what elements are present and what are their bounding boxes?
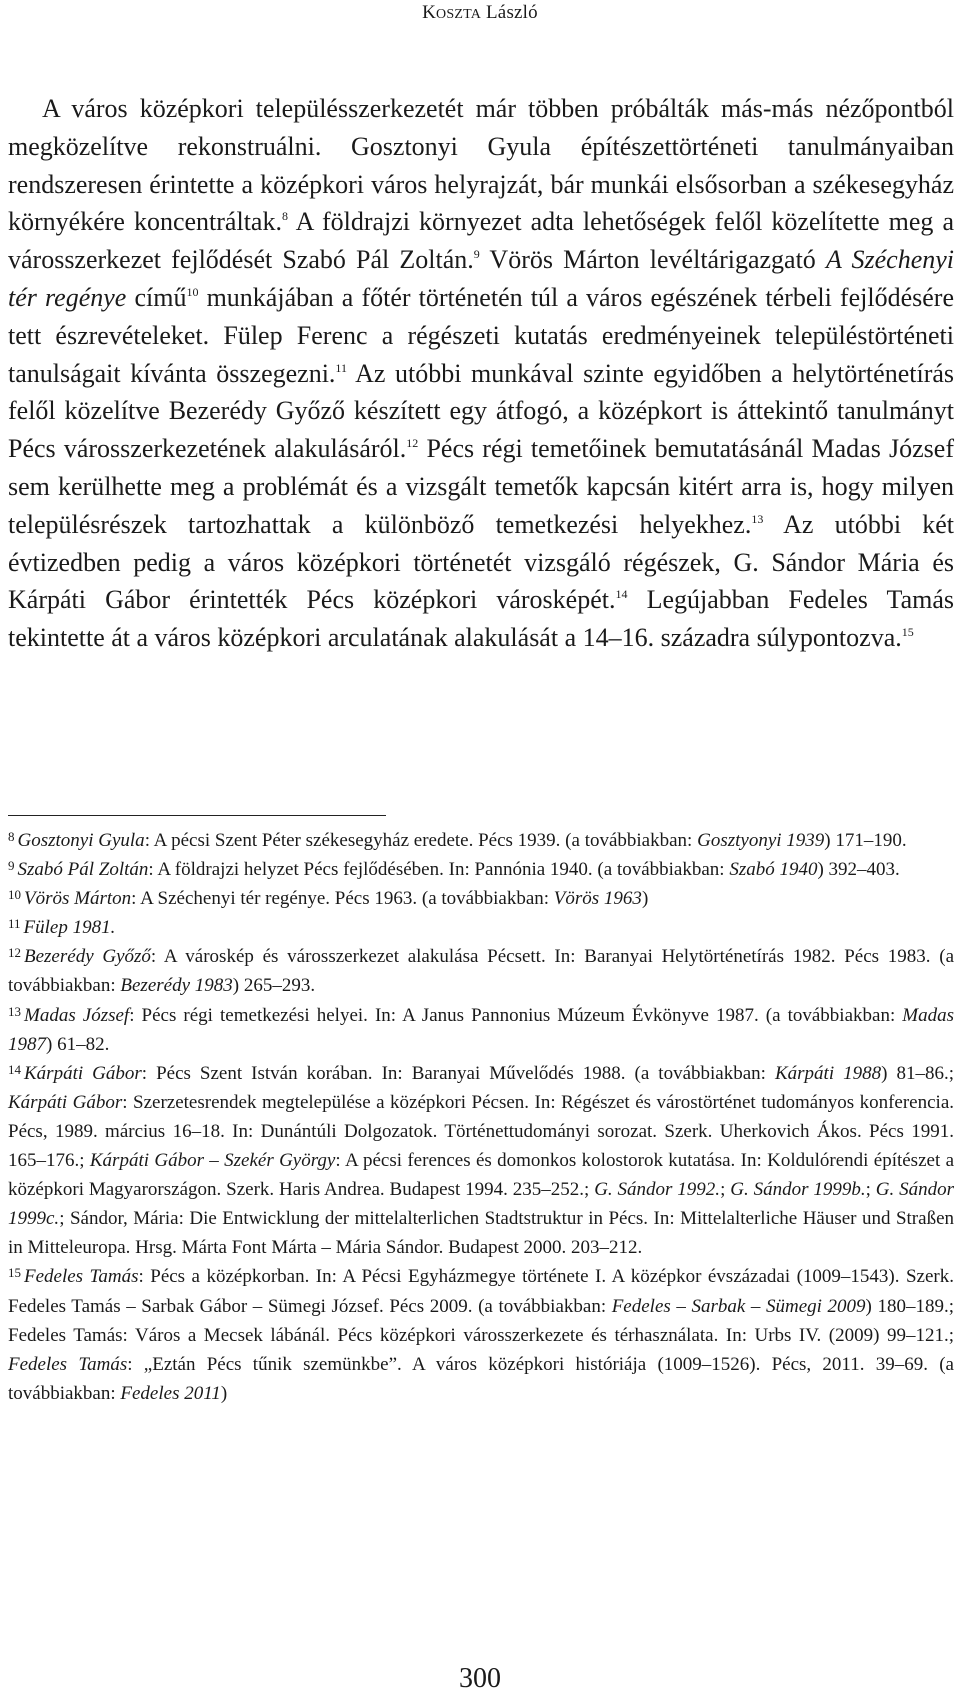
footnote-author: Fedeles Tamás — [24, 1266, 139, 1288]
footnote-text: : Szerzetesrendek megtelepülése a középkori Pécsen. In: Régészet és várostörténet tudományos konferencia. Pécs, 1989. március 16–18. In: Dunántúli Dolgozatok. Történettudományi sorozat. Szerk. Uherkovich Ákos. Pécs 1991. 165–176.; — [8, 1091, 954, 1172]
footnote-short-ref: Fedeles – Sarbak – Sümegi 2009 — [611, 1295, 866, 1317]
footnote-short-ref: G. Sándor 1999b. — [730, 1179, 866, 1201]
footnote-text: : Pécs a középkorban. In: A Pécsi Egyházmegye története I. A középkor évszázadai (1009–1543). Szerk. Fedeles Tamás – Sarbak Gábor – Sümegi József. Pécs 2009. (a továbbiakban: — [8, 1266, 954, 1317]
text-run: Pécs régi temetőinek bemutatásánál Madas József sem kerülhette meg a problémát és a vizsgált temetők kapcsán kitért arra is, hogy milyen településrészek tartozhattak a különböző temetkezési helyekhez. — [8, 434, 954, 539]
footnote-12 — [8, 942, 954, 1000]
text-run: Legújabban Fedeles Tamás tekintette át a város középkori arculatának alakulását a 14–16. századra súlypontozva. — [8, 585, 954, 653]
footnote-number: 14 — [8, 1061, 21, 1077]
footnote-short-ref: Fülep 1981. — [23, 917, 116, 939]
footnote-ref-11[interactable]: 11 — [335, 360, 347, 375]
footnote-short-ref: Fedeles 2011 — [120, 1382, 221, 1404]
footnote-ref-9[interactable]: 9 — [473, 247, 480, 262]
text-run: Vörös Márton levéltárigazgató — [479, 245, 826, 275]
footnote-short-ref: Gosztyonyi 1939 — [697, 830, 825, 851]
footnote-text: : Pécs Szent István korában. In: Baranyai Művelődés 1988. (a továbbiakban: — [141, 1062, 775, 1084]
footnote-11 — [8, 913, 954, 942]
footnote-author: Fedeles Tamás — [8, 1353, 128, 1375]
footnote-number: 8 — [8, 829, 15, 844]
footnote-author: Kárpáti Gábor – Szekér György — [89, 1150, 336, 1172]
footnote-text: : A Széchenyi tér regénye. Pécs 1963. (a továbbiakban: — [131, 888, 554, 910]
footnote-8 — [8, 826, 954, 855]
footnote-text: ) 392–403. — [817, 859, 900, 881]
footnote-text: : A városkép és városszerkezet alakulása Pécsett. In: Baranyai Helytörténetírás 1982. Pécs 1983. (a továbbiakban: — [8, 946, 954, 997]
footnote-author: Madas József — [24, 1004, 130, 1026]
footnote-9 — [8, 855, 954, 884]
running-head-initial: K — [422, 2, 437, 23]
footnote-number: 12 — [8, 945, 21, 961]
footnote-ref-13[interactable]: 13 — [751, 511, 764, 526]
footnote-short-ref: G. Sándor 1992. — [594, 1179, 721, 1201]
footnote-short-ref: Bezerédy 1983 — [120, 975, 233, 997]
footnote-short-ref: Vörös 1963 — [553, 888, 642, 910]
footnote-short-ref: G. Sándor 1999c. — [8, 1179, 954, 1230]
footnote-ref-8[interactable]: 8 — [281, 209, 288, 224]
footnote-short-ref: Szabó 1940 — [729, 859, 818, 881]
footnote-number: 15 — [8, 1265, 21, 1281]
footnote-text: : A pécsi ferences és domonkos kolostorok kutatása. In: Koldulórendi építészet a középkori Magyarországon. Szerk. Haris Andrea. Budapest 1994. 235–252.; — [8, 1150, 955, 1201]
main-paragraph — [8, 90, 954, 657]
footnotes — [8, 826, 954, 1408]
footnote-short-ref: Kárpáti 1988 — [774, 1062, 882, 1084]
footnote-text: ; — [865, 1179, 876, 1201]
footnote-10 — [8, 884, 954, 913]
footnote-text: : Pécs régi temetkezési helyei. In: A Janus Pannonius Múzeum Évkönyve 1987. (a továbbiakban: — [129, 1004, 903, 1026]
footnote-text: ) 171–190. — [824, 830, 907, 851]
footnote-number: 13 — [8, 1003, 21, 1019]
book-title-italic: A Széchenyi tér regénye — [8, 245, 955, 312]
footnote-number: 9 — [8, 858, 15, 874]
text-run: A földrajzi környezet adta lehetőségek felől közelítette meg a városszerkezet fejlődését Szabó Pál Zoltán. — [8, 207, 954, 275]
footnote-author: Gosztonyi Gyula — [17, 830, 145, 851]
footnote-text: : A pécsi Szent Péter székesegyház eredete. Pécs 1939. (a továbbiakban: — [144, 830, 698, 851]
footnote-ref-12[interactable]: 12 — [406, 436, 419, 451]
page-number: 300 — [459, 1663, 501, 1694]
text-run: című — [126, 282, 187, 312]
footnote-ref-15[interactable]: 15 — [901, 625, 914, 640]
running-head-surname: OSZTA — [436, 7, 482, 22]
footnote-13 — [8, 1001, 954, 1059]
footnote-text: ; — [720, 1179, 731, 1201]
text-run: munkájában a főtér történetén túl a város egészének térbeli fejlődésére tett észrevételeket. Fülep Ferenc a régészeti kutatás eredményeinek településtörténeti tanulságait kívánta összegezni. — [8, 282, 954, 388]
footnote-author: Vörös Márton — [24, 888, 132, 910]
running-head — [0, 0, 960, 28]
footnote-ref-14[interactable]: 14 — [615, 587, 628, 602]
footnote-text: ) 61–82. — [46, 1033, 110, 1055]
footnote-ref-10[interactable]: 10 — [186, 284, 199, 299]
body-text — [8, 90, 954, 657]
footnote-text: ) — [641, 888, 649, 910]
text-run: A város középkori településszerkezetét már többen próbálták más-más nézőpontból megközelítve rekonstruálni. Gosztonyi Gyula építészettörténeti tanulmányaiban rendszeresen érintette a középkori város helyrajzát, bár munkái elsősorban a székesegyház környékére koncentráltak. — [8, 94, 954, 237]
footnote-text: : A földrajzi helyzet Pécs fejlődésében. In: Pannónia 1940. (a továbbiakban: — [148, 859, 730, 881]
footnote-text: : „Eztán Pécs tűnik szemünkbe”. A város középkori históriája (1009–1526). Pécs, 2011. 39–69. (a továbbiakban: — [8, 1353, 954, 1404]
footnote-author: Szabó Pál Zoltán — [17, 859, 149, 881]
footnote-number: 11 — [8, 916, 21, 932]
footnote-14 — [8, 1059, 954, 1263]
footnote-text: ) 81–86.; — [881, 1062, 955, 1084]
footnote-number: 10 — [8, 887, 21, 903]
footnote-15 — [8, 1262, 954, 1407]
footnote-text: ) 180–189.; Fedeles Tamás: Város a Mecsek lábánál. Pécs középkori városszerkezete és térhasználata. In: Urbs IV. (2009) 99–121.; — [8, 1295, 955, 1346]
footnote-author: Bezerédy Győző — [24, 946, 151, 968]
footnote-text: ) 265–293. — [232, 975, 316, 997]
footnote-author: Kárpáti Gábor — [24, 1062, 142, 1084]
footnote-text: ; Sándor, Mária: Die Entwicklung der mittelalterlichen Stadtstruktur in Pécs. In: Mittelalterliche Häuser und Straßen in Mitteleuropa. Hrsg. Márta Font Márta – Mária Sándor. Budapest 2000. 203–212. — [8, 1208, 954, 1259]
footnote-short-ref: Madas 1987 — [8, 1004, 955, 1055]
footnote-separator — [8, 815, 386, 816]
footnote-text: ) — [220, 1382, 228, 1404]
running-head-given-name: László — [486, 2, 538, 23]
footnote-author: Kárpáti Gábor — [8, 1091, 123, 1113]
text-run: Az utóbbi munkával szinte egyidőben a helytörténetírás felől közelítve Bezerédy Győző készített egy átfogó, a középkort is áttekintő tanulmányt Pécs városszerkezetének alakulásáról. — [8, 358, 955, 464]
text-run: Az utóbbi két évtizedben pedig a város középkori történetét vizsgáló régészek, G. Sándor Mária és Kárpáti Gábor érintették Pécs középkori városképét. — [8, 509, 955, 615]
